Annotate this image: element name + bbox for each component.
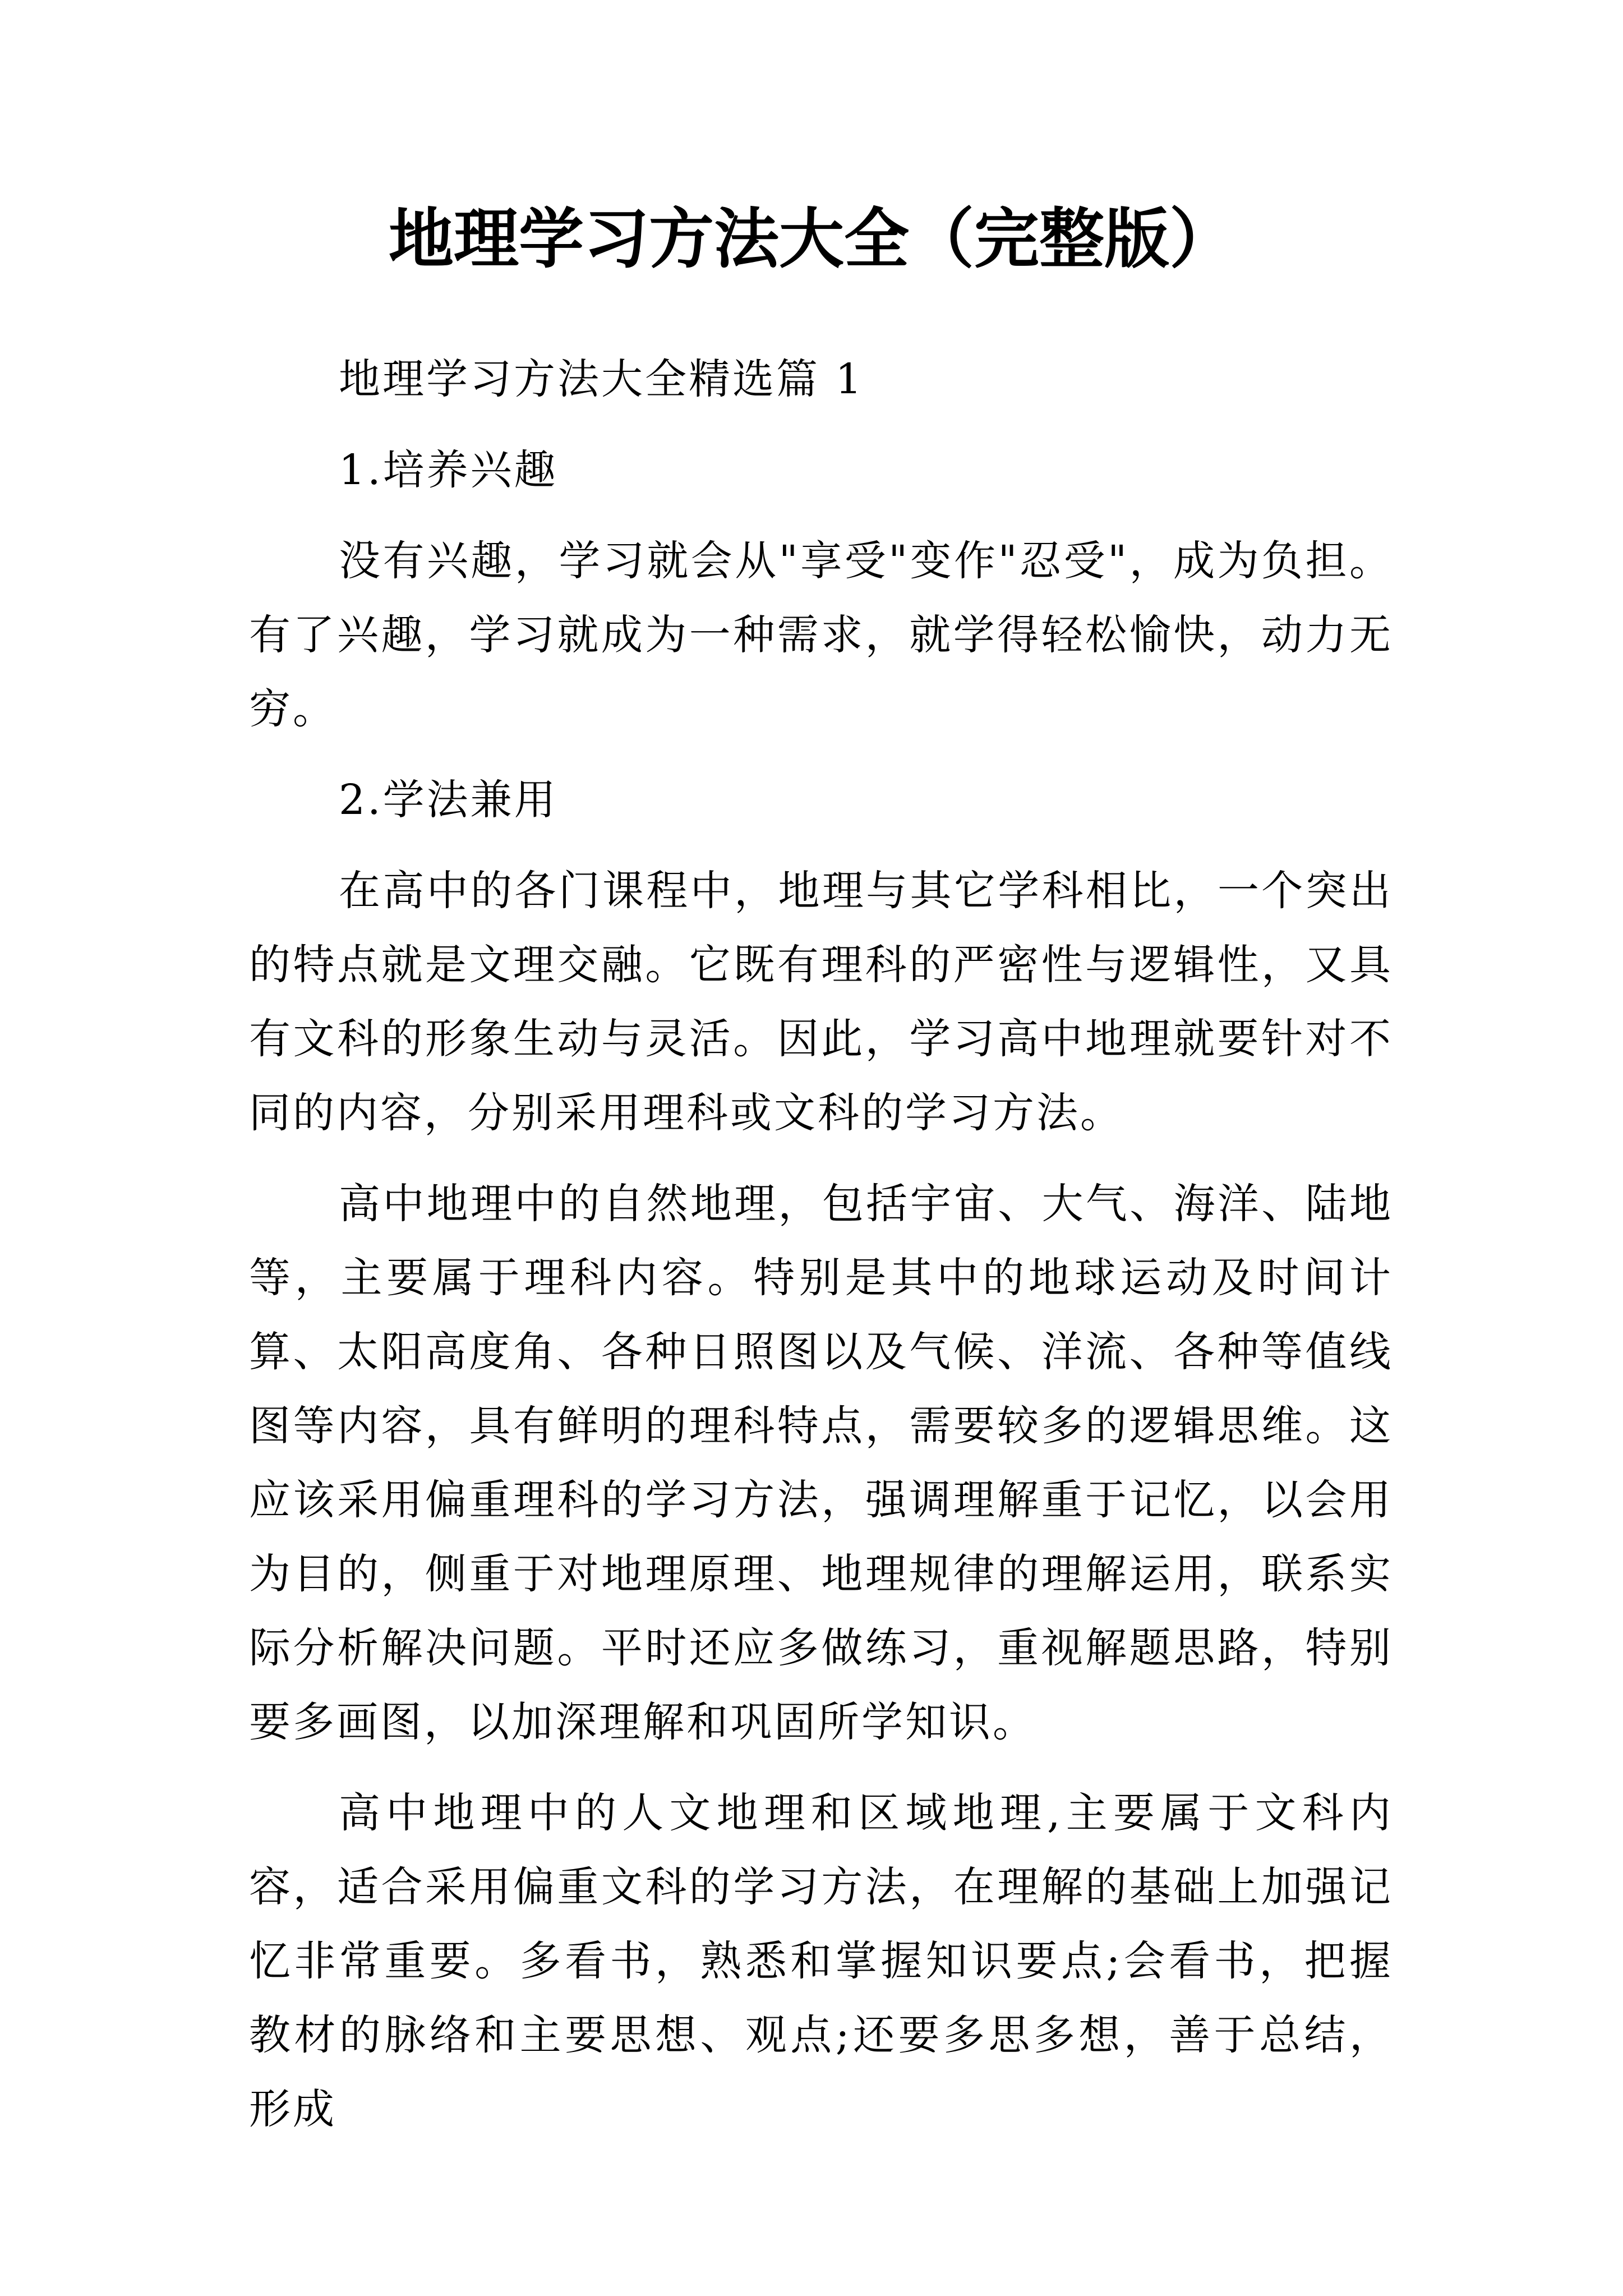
- section-heading: 地理学习方法大全精选篇 1: [339, 355, 864, 403]
- paragraph: 高中地理中的人文地理和区域地理,主要属于文科内容，适合采用偏重文科的学习方法，在理解的基础上加强记忆非常重要。多看书，熟悉和掌握知识要点;会看书，把握教材的脉络和主要思想、观点;还要多思多想，善于总结，形成: [249, 1789, 1393, 2133]
- document-body: [249, 342, 1393, 2163]
- paragraph: 在高中的各门课程中，地理与其它学科相比，一个突出的特点就是文理交融。它既有理科的严密性与逻辑性，又具有文科的形象生动与灵活。因此，学习高中地理就要针对不同的内容，分别采用理科或文科的学习方法。: [249, 867, 1393, 1137]
- page-title: 地理学习方法大全（完整版）: [389, 201, 1234, 277]
- subheading-methods: 2.学法兼用: [339, 776, 558, 824]
- paragraph: 没有兴趣，学习就会从"享受"变作"忍受"，成为负担。有了兴趣，学习就成为一种需求，就学得轻松愉快，动力无穷。: [249, 537, 1393, 733]
- paragraph: 高中地理中的自然地理，包括宇宙、大气、海洋、陆地等，主要属于理科内容。特别是其中的地球运动及时间计算、太阳高度角、各种日照图以及气候、洋流、各种等值线图等内容，具有鲜明的理科特点，需要较多的逻辑思维。这应该采用偏重理科的学习方法，强调理解重于记忆，以会用为目的，侧重于对地理原理、地理规律的理解运用，联系实际分析解决问题。平时还应多做练习，重视解题思路，特别要多画图，以加深理解和巩固所学知识。: [249, 1180, 1393, 1746]
- subheading-interest: 1.培养兴趣: [339, 446, 558, 494]
